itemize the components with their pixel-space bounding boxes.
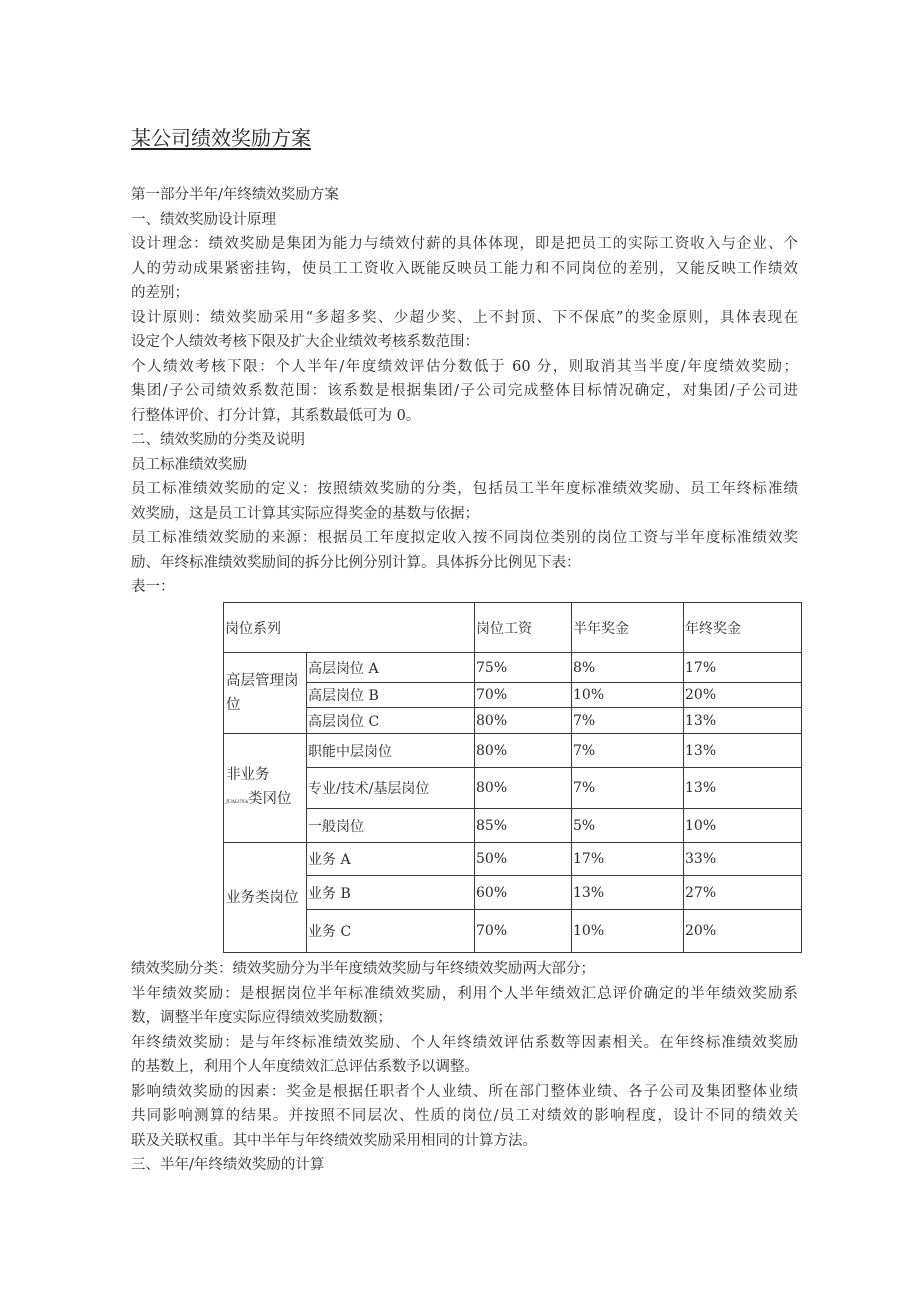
year-end-cell: 20% — [684, 683, 802, 708]
table-row — [224, 708, 802, 734]
position-cell: 高层岗位 B — [307, 683, 475, 708]
group-business: 业务类岗位 — [224, 843, 307, 953]
paragraph-line: 个人绩效考核下限：个人半年/年度绩效评估分数低于 60 分，则取消其当半度/年度绩效奖励； — [131, 358, 798, 375]
paragraph-line: 集团/子公司绩效系数范围：该系数是根据集团/子公司完成整体目标情况确定，对集团/子公司进 — [131, 383, 798, 399]
document-title: 某公司绩效奖励方案 — [131, 126, 311, 150]
year-end-cell: 27% — [684, 876, 802, 910]
paragraph-line: 半年绩效奖励：是根据岗位半年标准绩效奖励，利用个人半年绩效汇总评价确定的半年绩效奖励系 — [131, 985, 798, 1002]
paragraph-line: 人的劳动成果紧密挂钩，使员工工资收入既能反映员工能力和不同岗位的差别，又能反映工作绩效 — [131, 260, 798, 277]
ocr-artifact-text: JUALUY-k — [226, 798, 249, 805]
table-row — [224, 910, 802, 953]
paragraph-line: 数，调整半年度实际应得绩效奖励数额； — [131, 1010, 392, 1026]
paragraph-line: 设计理念：绩效奖励是集团为能力与绩效付薪的具体体现，即是把员工的实际工资收入与企业、个 — [131, 236, 798, 252]
paragraph-line: 效奖励，这是员工计算其实际应得奖金的基数与依据； — [131, 505, 479, 522]
section-2-text — [131, 957, 798, 1178]
part-heading: 第一部分半年/年终绩效奖励方案 — [131, 187, 339, 203]
salary-cell: 85% — [475, 809, 572, 843]
table-row — [224, 809, 802, 843]
salary-cell: 70% — [475, 683, 572, 708]
header-year-end: 年终奖金 — [684, 603, 802, 653]
paragraph-line: 行整体评价、打分计算，其系数最低可为 0。 — [131, 407, 421, 424]
half-year-cell: 17% — [572, 843, 684, 876]
table-row — [224, 653, 802, 683]
paragraph-line: 共同影响测算的结果。并按照不同层次、性质的岗位/员工对绩效的影响程度，设计不同的绩效关 — [131, 1108, 798, 1124]
paragraph-line: 影响绩效奖励的因素：奖金是根据任职者个人业绩、所在部门整体业绩、各子公司及集团整体业绩 — [131, 1083, 798, 1100]
table-row — [224, 876, 802, 910]
table-header-row — [224, 603, 802, 653]
position-cell: 高层岗位 A — [307, 653, 475, 683]
paragraph-line: 员工标准绩效奖励的来源：根据员工年度拟定收入按不同岗位类别的岗位工资与半年度标准绩效奖 — [131, 530, 798, 546]
year-end-cell: 20% — [684, 910, 802, 953]
salary-cell: 60% — [475, 876, 572, 910]
section-1-text — [131, 183, 798, 600]
year-end-cell: 13% — [684, 734, 802, 768]
half-year-cell: 7% — [572, 708, 684, 734]
position-cell: 业务 A — [307, 843, 475, 876]
paragraph-line: 联及关联权重。其中半年与年终绩效奖励采用相同的计算方法。 — [131, 1132, 537, 1149]
salary-cell: 80% — [475, 734, 572, 768]
position-cell: 职能中层岗位 — [307, 734, 475, 768]
header-position-series: 岗位系列 — [224, 603, 475, 653]
table-row — [224, 734, 802, 768]
salary-cell: 80% — [475, 768, 572, 809]
paragraph-line: 励、年终标准绩效奖励间的拆分比例分别计算。具体拆分比例见下表： — [131, 554, 581, 571]
position-cell: 高层岗位 C — [307, 708, 475, 734]
year-end-cell: 10% — [684, 809, 802, 843]
header-half-year: 半年奖金 — [572, 603, 684, 653]
table-row — [224, 683, 802, 708]
year-end-cell: 13% — [684, 708, 802, 734]
salary-cell: 70% — [475, 910, 572, 953]
year-end-cell: 17% — [684, 653, 802, 683]
paragraph-line: 设计原则：绩效奖励采用“多超多奖、少超少奖、上不封顶、下不保底”的奖金原则，具体表现在 — [131, 309, 798, 326]
section-heading-2: 二、绩效奖励的分类及说明 — [131, 432, 305, 448]
half-year-cell: 7% — [572, 768, 684, 809]
paragraph-line: 绩效奖励分类：绩效奖励分为半年度绩效奖励与年终绩效奖励两大部分； — [131, 961, 595, 977]
salary-cell: 75% — [475, 653, 572, 683]
paragraph-line: 员工标准绩效奖励的定义：按照绩效奖励的分类，包括员工半年度标准绩效奖励、员工年终标准绩 — [131, 481, 798, 497]
group-non-business — [224, 734, 307, 843]
half-year-cell: 10% — [572, 683, 684, 708]
paragraph-line: 年终绩效奖励：是与年终标准绩效奖励、个人年终绩效评估系数等因素相关。在年终标准绩效奖励 — [131, 1034, 798, 1051]
half-year-cell: 5% — [572, 809, 684, 843]
header-salary: 岗位工资 — [475, 603, 572, 653]
year-end-cell: 13% — [684, 768, 802, 809]
bonus-ratio-table — [223, 602, 802, 953]
table-row — [224, 768, 802, 809]
position-cell: 一般岗位 — [307, 809, 475, 843]
section-heading-3: 三、半年/年终绩效奖励的计算 — [131, 1157, 325, 1173]
half-year-cell: 13% — [572, 876, 684, 910]
paragraph-line: 的差别； — [131, 285, 189, 301]
table-row — [224, 843, 802, 876]
paragraph-line: 设定个人绩效考核下限及扩大企业绩效考核系数范围： — [131, 334, 479, 350]
subheading: 员工标准绩效奖励 — [131, 456, 247, 473]
half-year-cell: 10% — [572, 910, 684, 953]
position-cell: 专业/技术/基层岗位 — [307, 768, 475, 809]
salary-cell: 80% — [475, 708, 572, 734]
year-end-cell: 33% — [684, 843, 802, 876]
position-cell: 业务 C — [307, 910, 475, 953]
half-year-cell: 8% — [572, 653, 684, 683]
salary-cell: 50% — [475, 843, 572, 876]
position-cell: 业务 B — [307, 876, 475, 910]
group-name-top: 非业务 — [226, 766, 270, 783]
half-year-cell: 7% — [572, 734, 684, 768]
group-senior-management: 高层管理岗位 — [224, 653, 307, 734]
paragraph-line: 的基数上，利用个人年度绩效汇总评估系数予以调整。 — [131, 1059, 479, 1075]
section-heading-1: 一、绩效奖励设计原理 — [131, 211, 276, 228]
table-caption: 表一： — [131, 579, 175, 595]
group-name-bottom: 类冈位 — [248, 790, 292, 807]
